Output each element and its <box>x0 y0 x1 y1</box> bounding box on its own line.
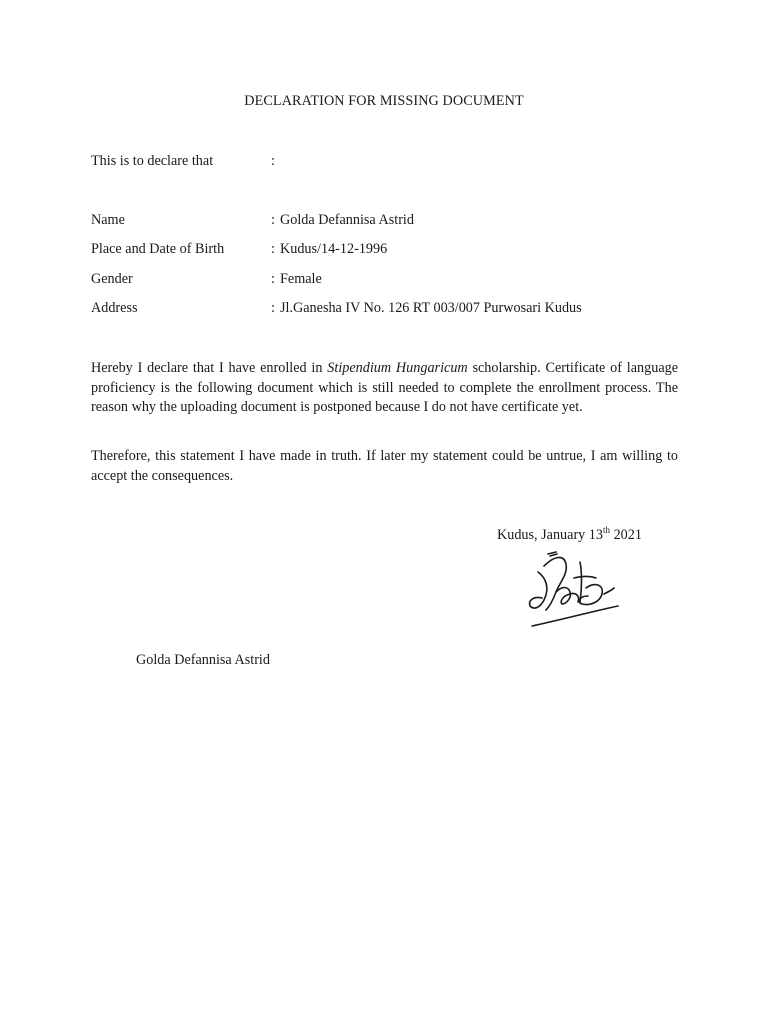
document-title: DECLARATION FOR MISSING DOCUMENT <box>244 93 524 109</box>
field-colon: : <box>271 300 275 316</box>
place-date-year: 2021 <box>610 527 642 543</box>
place-and-date <box>497 525 642 544</box>
declaration-text-end: scholarship. Certificate of language proficiency is the following document which is still needed to complete the enrollment process. The reason why the uploading document is postponed because I do not have certificate yet. <box>91 360 679 415</box>
declare-intro-colon: : <box>271 153 275 169</box>
scholarship-name: Stipendium Hungaricum <box>327 360 468 376</box>
field-label-birth: Place and Date of Birth <box>91 241 225 257</box>
declaration-paragraph <box>91 359 678 418</box>
field-value-address: Jl.Ganesha IV No. 126 RT 003/007 Purwosari Kudus <box>280 300 582 316</box>
field-value-name: Golda Defannisa Astrid <box>280 212 414 228</box>
field-label-address: Address <box>91 300 138 316</box>
field-label-name: Name <box>91 212 125 228</box>
field-row-gender <box>91 271 691 291</box>
field-colon: : <box>271 241 275 257</box>
truth-statement-paragraph: Therefore, this statement I have made in truth. If later my statement could be untrue, I am willing to accept the consequences. <box>91 448 678 484</box>
field-value-gender: Female <box>280 271 322 287</box>
place-date-text: Kudus, January 13 <box>497 527 603 543</box>
date-ordinal-suffix: th <box>603 525 611 535</box>
field-value-birth: Kudus/14-12-1996 <box>280 241 388 257</box>
handwritten-signature <box>520 548 630 636</box>
field-label-gender: Gender <box>91 271 133 287</box>
declare-intro-label: This is to declare that <box>91 153 214 169</box>
field-colon: : <box>271 212 275 228</box>
field-row-birth <box>91 241 691 261</box>
declare-intro-row <box>91 153 691 173</box>
field-row-address <box>91 300 691 320</box>
signer-name: Golda Defannisa Astrid <box>136 652 270 668</box>
field-row-name <box>91 212 691 232</box>
field-colon: : <box>271 271 275 287</box>
declaration-text-start: Hereby I declare that I have enrolled in <box>91 360 328 376</box>
